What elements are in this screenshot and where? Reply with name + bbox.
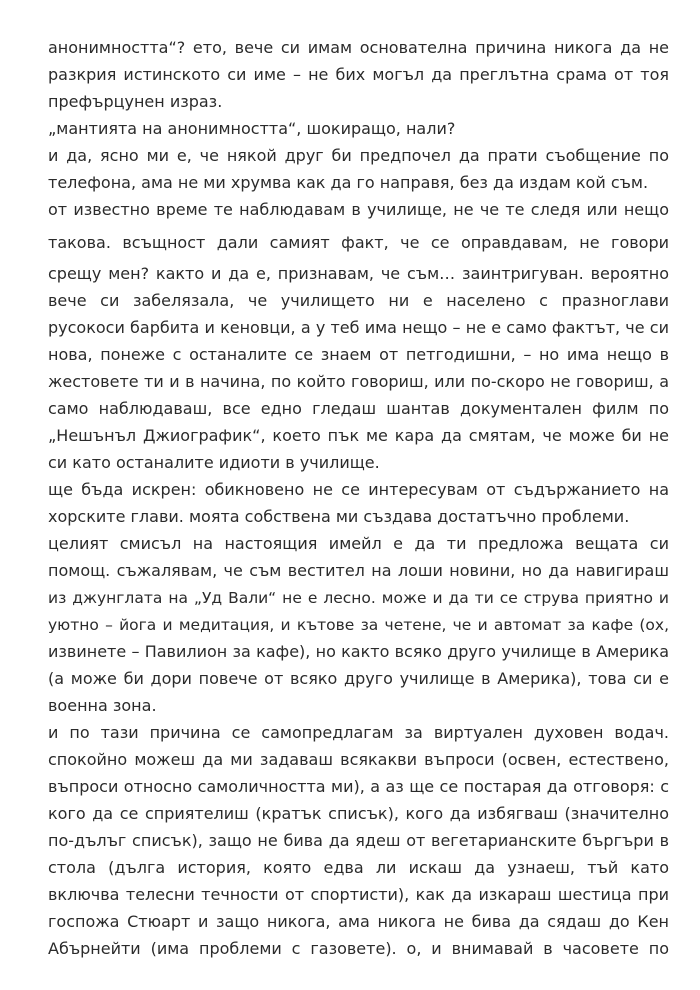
text-line: „мантията на анонимността“, шокиращо, нали? [48, 119, 456, 138]
text-line: срещу мен? както и да е, признавам, че съм… заинтригуван. вероятно [48, 264, 669, 283]
text-line: военна зона. [48, 696, 157, 715]
text-line: нова, понеже с останалите се знаем от петгодишни, – но има нещо в [48, 345, 669, 364]
text-line: „Нешънъл Джиографик“, което пък ме кара да смятам, че може би не [48, 426, 669, 445]
text-line: си като останалите идиоти в училище. [48, 453, 380, 472]
text-line: префърцунен израз. [48, 92, 223, 111]
text-line: целият смисъл на настоящия имейл е да ти предложа вещата си [48, 534, 669, 553]
text-line: хорските глави. моята собствена ми създава достатъчно проблеми. [48, 507, 630, 526]
text-line: такова. всъщност дали самият факт, че се оправдавам, не говори [48, 233, 669, 252]
text-line: ще бъда искрен: обикновено не се интересувам от съдържанието на [48, 480, 669, 499]
text-line: жестовете ти и в начина, по който говориш, или по-скоро не говориш, а [48, 372, 669, 391]
text-line: телефона, ама не ми хрумва как да го направя, без да издам кой съм. [48, 173, 649, 192]
text-line: включва телесни течности от спортисти), как да изкараш шестица при [48, 885, 669, 904]
text-line: кого да се сприятелиш (кратък списък), кого да избягваш (значително [48, 804, 669, 823]
text-line: госпожа Стюарт и защо никога, ама никога не бива да сядаш до Кен [48, 912, 669, 931]
text-line: въпроси относно самоличността ми), а аз ще се постарая да отговоря: с [48, 777, 669, 796]
text-line: Абърнейти (има проблеми с газовете). о, и внимавай в часовете по [48, 939, 669, 958]
text-line: вече си забелязала, че училището ни е населено с празноглави [48, 291, 669, 310]
text-line: уютно – йога и медитация, и кътове за четене, че и автомат за кафе (ох, [48, 616, 669, 634]
text-line: анонимността“? ето, вече си имам основателна причина никога да не [48, 38, 669, 57]
text-line: по-дълъг списък), защо не бива да ядеш от вегетарианските бъргъри в [48, 831, 669, 850]
text-line: от известно време те наблюдавам в училище, не че те следя или нещо [48, 200, 669, 219]
text-line: и по тази причина се самопредлагам за виртуален духовен водач. [48, 723, 669, 742]
text-line: и да, ясно ми е, че някой друг би предпочел да прати съобщение по [48, 146, 669, 165]
text-line: извинете – Павилион за кафе), но както всяко друго училище в Америка [48, 642, 669, 661]
text-line: спокойно можеш да ми задаваш всякакви въпроси (освен, естествено, [48, 750, 669, 769]
text-line: разкрия истинското си име – не бих могъл да преглътна срама от тоя [48, 65, 669, 84]
text-line: помощ. съжалявам, че съм вестител на лоши новини, но да навигираш [48, 561, 669, 580]
text-line: стола (дълга история, която едва ли искаш да узнаеш, тъй като [48, 858, 669, 877]
text-line: (а може би дори повече от всяко друго училище в Америка), това си е [48, 669, 669, 688]
text-line: само наблюдаваш, все едно гледаш шантав документален филм по [48, 399, 669, 418]
text-line: русокоси барбита и кеновци, а у теб има нещо – не е само фактът, че си [48, 318, 669, 337]
text-line: из джунглата на „Уд Вали“ не е лесно. може и да ти се струва приятно и [48, 589, 669, 607]
